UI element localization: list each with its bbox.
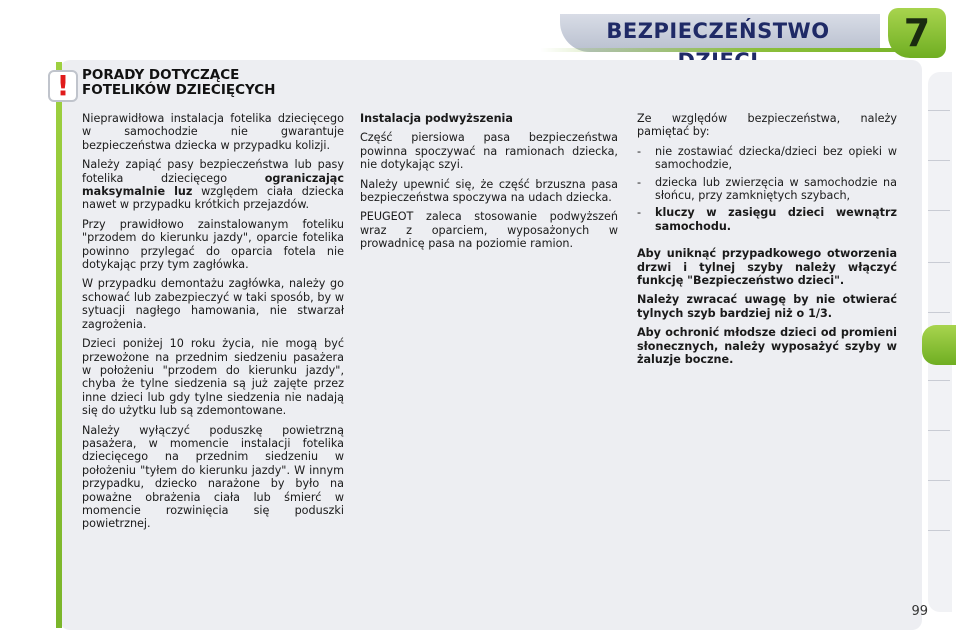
tab-divider [928,480,950,481]
paragraph-emphasis: ograniczając maksymalnie luz [82,171,344,199]
paragraph: W przypadku demontażu zagłówka, należy go schować lub zabezpieczyć w taki sposób, by w sytuacji nagłego hamowania, nie stwarzał zagrożenia. [82,277,344,331]
paragraph: PEUGEOT zaleca stosowanie podwyższeń wraz z oparciem, wyposażonych w prowadnicę pasa na poziomie ramion. [360,210,618,251]
section-title [82,68,382,98]
tab-divider [928,312,950,313]
paragraph: Aby uniknąć przypadkowego otworzenia drzwi i tylnej szyby należy włączyć funkcję "Bezpieczeństwo dzieci". [637,247,897,288]
tab-divider [928,380,950,381]
list-item-text: nie zostawiać dziecka/dzieci bez opieki w samochodzie, [655,144,897,172]
paragraph: Nieprawidłowa instalacja fotelika dziecięcego w samochodzie nie gwarantuje bezpieczeństwa dziecka w przypadku kolizji. [82,112,344,152]
column-middle [360,112,618,257]
column-left [82,112,344,537]
list-dash: - [637,144,642,158]
spacer [637,237,897,247]
tab-divider [928,110,950,111]
list-item [637,145,897,172]
warning-exclamation: ! [56,69,70,102]
paragraph-text: względem ciała dziecka nawet w przypadku krótkich przejazdów. [82,185,344,212]
paragraph [82,158,344,212]
paragraph: Dzieci poniżej 10 roku życia, nie mogą być przewożone na przednim siedzeniu pasażera w położeniu "przodem do kierunku jazdy", chyba że tylne siedzenia są już zajęte przez inne dzieci lub gdy tylne siedzenia nie nadają się do użytku lub są zdemontowane. [82,337,344,418]
paragraph: Ze względów bezpieczeństwa, należy pamiętać by: [637,112,897,139]
paragraph: Aby ochronić młodsze dzieci od promieni słonecznych, należy wyposażyć szyby w żaluzje boczne. [637,326,897,367]
paragraph: Należy upewnić się, że część brzuszna pasa bezpieczeństwa spoczywa na udach dziecka. [360,177,618,205]
chapter-title: BEZPIECZEŃSTWO [606,19,830,43]
paragraph: Przy prawidłowo zainstalowanym foteliku "przodem do kierunku jazdy", oparcie fotelika powinno przylegać do oparcia fotela nie dotykając przy tym zagłówka. [82,217,344,272]
list-item [637,176,897,203]
list-item [637,206,897,233]
list-dash: - [637,206,642,220]
tab-divider [928,210,950,211]
paragraph: Należy zwracać uwagę by nie otwierać tylnych szyb bardziej niż o 1/3. [637,293,897,320]
tab-divider [928,530,950,531]
list-item-text: kluczy w zasięgu dzieci wewnątrz samochodu. [655,206,897,233]
tab-divider [928,262,950,263]
chapter-number: 7 [903,11,931,55]
list-dash: - [637,175,642,189]
page-number: 99 [911,604,928,619]
section-title-line: PORADY DOTYCZĄCE [82,67,240,83]
subsection-title: Instalacja podwyższenia [360,112,513,125]
chapter-tab-active [922,325,956,365]
paragraph-text: Należy zapiąć pasy bezpieczeństwa lub pasy fotelika dziecięcego [82,158,344,185]
tab-divider [928,160,950,161]
panel-accent-stripe [56,62,62,628]
section-title-line: FOTELIKÓW DZIECIĘCYCH [82,82,276,98]
tab-divider [928,430,950,431]
column-right [637,112,897,373]
list-item-text: dziecka lub zwierzęcia w samochodzie na słońcu, przy zamkniętych szybach, [655,175,897,203]
paragraph: Część piersiowa pasa bezpieczeństwa powinna spoczywać na ramionach dziecka, nie dotykając szyi. [360,131,618,172]
paragraph: Należy wyłączyć poduszkę powietrzną pasażera, w momencie instalacji fotelika dziecięcego na przednim siedzeniu w położeniu "tyłem do kierunku jazdy". W innym przypadku, dziecko narażone by było na poważne obrażenia ciała lub śmierć w momencie rozwinięcia się poduszki powietrznej. [82,423,344,531]
